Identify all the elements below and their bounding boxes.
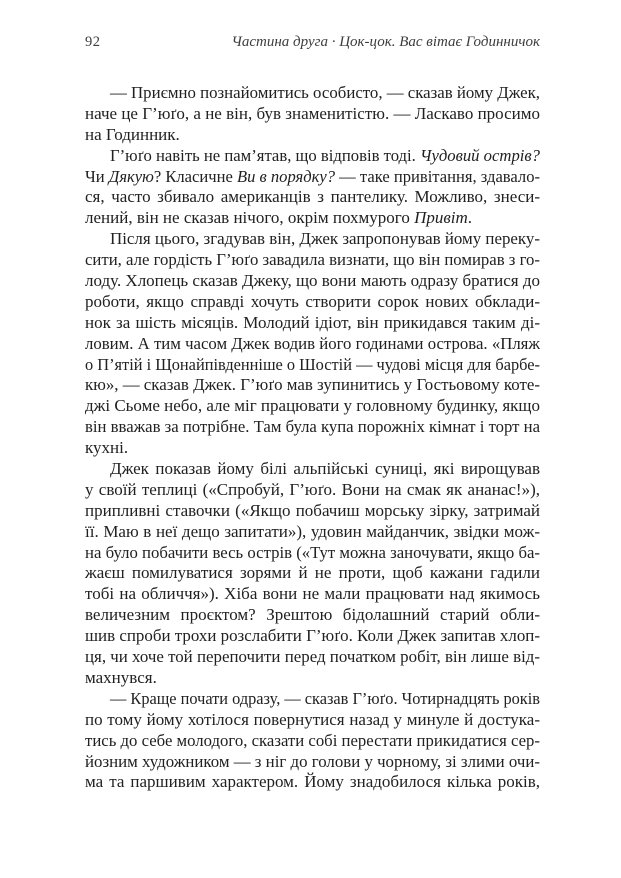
text-line — [85, 208, 540, 229]
text-line — [85, 772, 540, 793]
text-line — [85, 543, 540, 564]
text-line-content — [85, 480, 540, 501]
text-line-content — [85, 355, 540, 376]
text-line-content — [85, 501, 540, 522]
text-line — [85, 229, 540, 250]
text-line-content — [85, 438, 128, 459]
text-line-content — [85, 584, 540, 605]
text-line-content — [85, 731, 540, 752]
text-segment: він вважав за потрібне. Там була купа порожніх кімнат і торт на — [85, 417, 540, 437]
text-segment: кю», — сказав Джек. Г’юґо мав зупинитись у Гостьовому коте- — [85, 375, 540, 395]
text-segment: ця, чи хоче той перепочити перед початком робіт, він лише від- — [85, 647, 540, 667]
text-segment: Після цього, згадував він, Джек запропонував йому переку- — [110, 229, 540, 249]
page-header — [85, 34, 540, 51]
text-segment: її. Маю в неї дещо запитати»), удовин майданчик, звідки мож- — [85, 521, 540, 541]
text-segment: кухні. — [85, 438, 129, 458]
text-line — [85, 752, 540, 773]
text-line-content — [85, 710, 540, 731]
italic-text-segment: Чудовий острів? — [420, 145, 540, 165]
text-line-content — [85, 772, 540, 793]
text-segment: йозним художником — з ніг до голови у чорному, зі злими очи- — [85, 751, 540, 771]
text-segment: Г’юґо навіть не пам’ятав, що відповів тоді. — [110, 145, 421, 165]
text-line — [85, 146, 540, 167]
text-line — [85, 355, 540, 376]
text-line-content — [85, 104, 540, 125]
text-line-content — [85, 167, 540, 188]
text-segment: махнувся. — [85, 667, 157, 687]
text-line — [85, 271, 540, 292]
text-line — [85, 501, 540, 522]
text-segment: по тому йому хотілося повернутися назад у минуле й достука- — [85, 709, 540, 729]
text-line-content — [110, 229, 540, 250]
text-segment: джі Сьоме небо, але міг працювати у головному будинку, якщо — [85, 396, 540, 416]
text-line-content — [85, 647, 540, 668]
text-line-content — [85, 292, 540, 313]
text-segment: наче це Г’юґо, а не він, був знаменитістю. — Ласкаво просимо — [85, 103, 540, 123]
text-segment: . — [467, 208, 472, 228]
text-line-content — [110, 689, 540, 710]
text-line — [85, 563, 540, 584]
text-line — [85, 396, 540, 417]
text-line-content — [85, 271, 540, 292]
text-line-content — [85, 543, 540, 564]
text-segment: Джек показав йому білі альпійські суниці, які вирощував — [110, 459, 540, 479]
text-segment: роботи, якщо справді хочуть створити сорок нових обклади- — [85, 291, 540, 311]
text-line — [85, 292, 540, 313]
text-line — [85, 83, 540, 104]
text-line — [85, 438, 540, 459]
text-line-content — [85, 668, 157, 689]
text-segment: нок за шість місяців. Молодий ідіот, він прикидався таким ді- — [85, 312, 540, 332]
text-segment: на було побачити весь острів («Тут можна заночувати, якщо ба- — [85, 542, 540, 562]
text-line-content — [110, 83, 540, 104]
text-line — [85, 104, 540, 125]
text-segment: Чи — [85, 166, 109, 186]
text-line — [85, 689, 540, 710]
text-segment: шив спроби трохи розслабити Г’юґо. Коли Джек запитав хлоп- — [85, 626, 540, 646]
text-segment: тись до себе молодого, сказати собі перестати прикидатися сер- — [85, 730, 540, 750]
text-segment: на Годинник. — [85, 124, 180, 144]
text-line-content — [85, 313, 540, 334]
italic-text-segment: Привіт — [414, 208, 468, 228]
text-segment: лений, він не сказав нічого, окрім похмурого — [85, 208, 415, 228]
text-segment: ма та паршивим характером. Йому знадобилося кілька років, — [85, 772, 540, 792]
text-line — [85, 459, 540, 480]
text-line-content — [85, 208, 472, 229]
page-body — [85, 83, 540, 793]
text-line-content — [110, 146, 540, 167]
text-line — [85, 710, 540, 731]
text-line — [85, 125, 540, 146]
text-line-content — [85, 250, 540, 271]
text-line — [85, 375, 540, 396]
text-segment: лоду. Хлопець сказав Джеку, що вони мають одразу братися до — [85, 271, 540, 291]
text-line-content — [85, 375, 540, 396]
text-line-content — [85, 417, 540, 438]
text-segment: ся, часто збивало американців з пантелику. Можливо, знеси- — [85, 187, 540, 207]
text-segment: у своїй теплиці («Спробуй, Г’юґо. Вони на смак як ананас!»), — [85, 479, 540, 499]
text-line — [85, 605, 540, 626]
text-segment: тобі на обличчя»). Хіба вони не мали працювати над якимось — [85, 584, 540, 604]
text-segment: величезним проєктом? Зрештою бідолашний старий обли- — [85, 605, 540, 625]
text-line — [85, 334, 540, 355]
italic-text-segment: Ви в порядку? — [236, 166, 336, 186]
text-line-content — [110, 459, 540, 480]
text-line — [85, 417, 540, 438]
text-segment: припливні ставочки («Якщо побачиш морську зірку, затримай — [85, 500, 540, 520]
text-line-content — [85, 752, 540, 773]
text-segment: жаєш помилуватися зорями й не проти, щоб кажани гадили — [85, 563, 540, 583]
page-number: 92 — [85, 34, 101, 50]
text-line — [85, 480, 540, 501]
text-line-content — [85, 125, 180, 146]
text-line — [85, 250, 540, 271]
text-line-content — [85, 605, 540, 626]
text-line-content — [85, 563, 540, 584]
text-line-content — [85, 626, 540, 647]
text-segment: ? Класичне — [153, 166, 237, 186]
text-line-content — [85, 396, 540, 417]
text-line — [85, 626, 540, 647]
text-line — [85, 584, 540, 605]
text-line — [85, 187, 540, 208]
text-line — [85, 522, 540, 543]
text-segment: — Краще почати одразу, — сказав Г’юґо. Чотирнадцять років — [110, 688, 540, 708]
text-segment: — таке привітання, здавало- — [335, 166, 540, 186]
text-segment: ловим. А тим часом Джек водив його годинами острова. «Пляж — [85, 333, 540, 353]
text-segment: — Приємно познайомитись особисто, — сказав йому Джек, — [110, 83, 540, 102]
text-line — [85, 313, 540, 334]
text-line-content — [85, 334, 540, 355]
italic-text-segment: Дякую — [108, 166, 154, 186]
text-line-content — [85, 187, 540, 208]
running-header: Частина друга · Цок-цок. Вас вітає Годинничок — [231, 34, 540, 50]
text-line — [85, 167, 540, 188]
text-line-content — [85, 522, 540, 543]
text-line — [85, 647, 540, 668]
text-segment: сити, але гордість Г’юґо завадила визнати, що він помирав з го- — [85, 250, 540, 270]
text-line — [85, 731, 540, 752]
text-segment: о П’ятій і Щонайпівденніше о Шостій — чудові місця для барбе- — [85, 354, 540, 374]
text-line — [85, 668, 540, 689]
